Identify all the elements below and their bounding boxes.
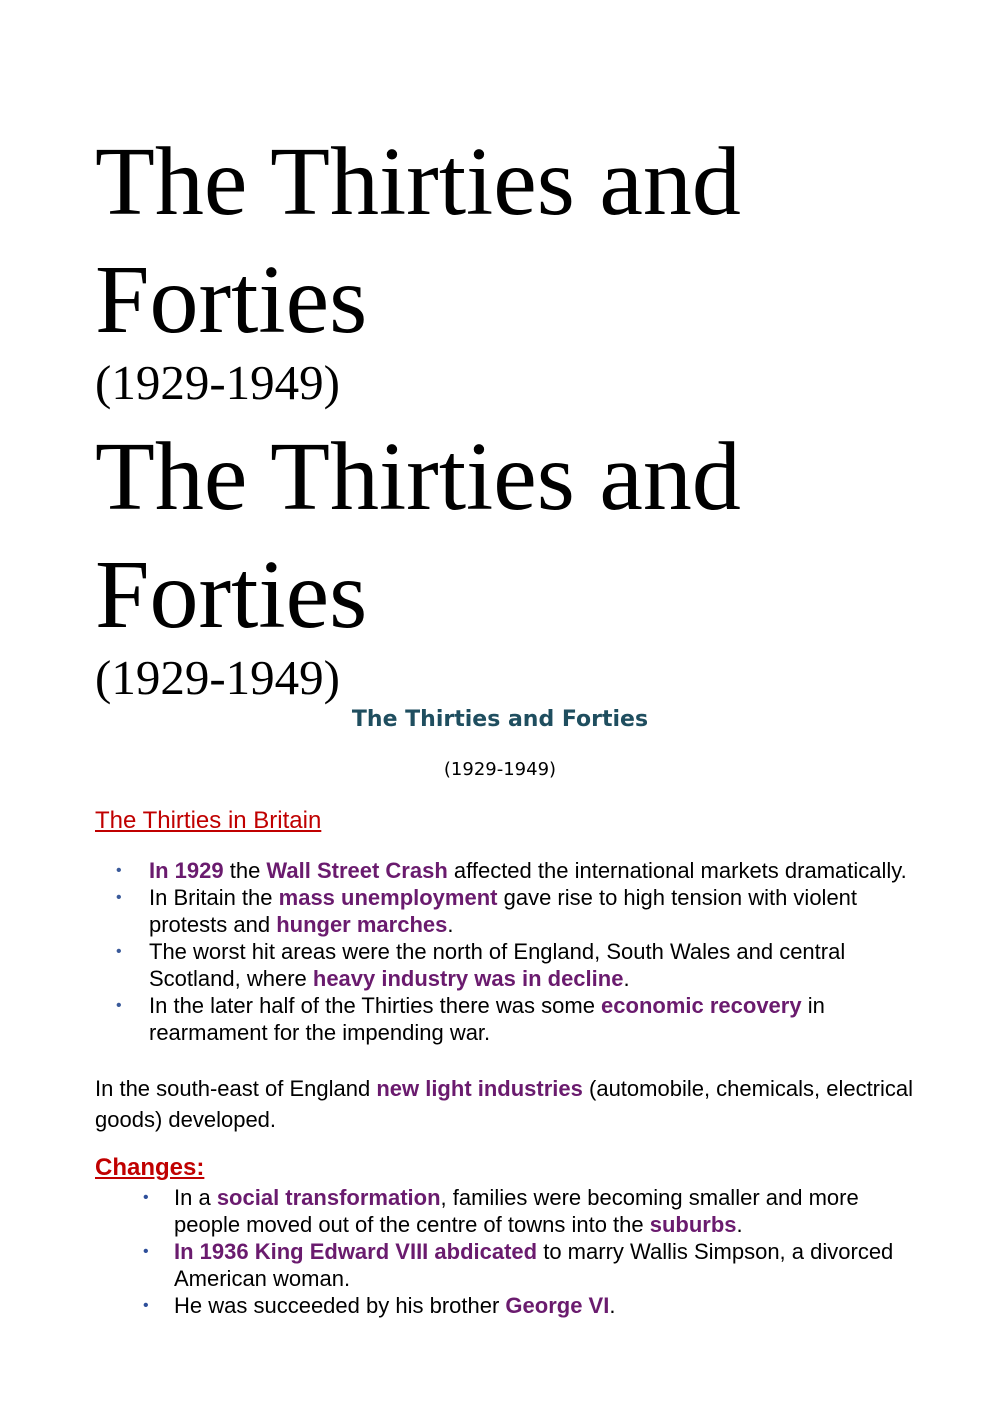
highlight-text: Wall Street Crash <box>266 858 448 883</box>
body-text: , families were becoming smaller and more people moved out of the centre of towns into the <box>174 1185 859 1237</box>
body-text: The worst hit areas were the north of England, South Wales and central Scotland, where <box>149 939 846 991</box>
rich-text <box>174 1239 893 1291</box>
body-text: . <box>736 1212 743 1237</box>
cover-years-1: (1929-1949) <box>95 355 340 410</box>
bullet-icon: • <box>116 997 122 1014</box>
highlight-text: economic recovery <box>601 993 802 1018</box>
highlight-text: George VI <box>505 1293 610 1318</box>
cover-years-2: (1929-1949) <box>95 650 340 705</box>
highlight-text: mass unemployment <box>278 885 498 910</box>
highlight-text: heavy industry was in decline <box>312 966 624 991</box>
list-item <box>143 1184 914 1238</box>
list-item <box>143 1292 914 1319</box>
list-item <box>116 884 919 938</box>
document-years: (1929-1949) <box>443 759 557 780</box>
list-item <box>116 938 919 992</box>
britain-bullet-list <box>116 857 919 1046</box>
section-heading-britain: The Thirties in Britain <box>95 807 322 834</box>
body-text: In a <box>174 1185 217 1210</box>
light-industries-paragraph <box>95 1073 915 1135</box>
body-text: . <box>447 912 454 937</box>
highlight-text: social transformation <box>216 1185 441 1210</box>
body-text: He was succeeded by his brother <box>174 1293 506 1318</box>
rich-text <box>95 1076 913 1132</box>
highlight-text: In 1936 King Edward VIII abdicated <box>174 1239 538 1264</box>
bullet-icon: • <box>116 943 122 960</box>
document-title: The Thirties and Forties <box>351 707 649 732</box>
rich-text <box>149 885 857 937</box>
body-text: (automobile, chemicals, electrical goods) developed. <box>95 1076 914 1132</box>
body-text: In the later half of the Thirties there was some <box>149 993 602 1018</box>
highlight-text: suburbs <box>649 1212 737 1237</box>
body-text: in rearmament for the impending war. <box>149 993 825 1045</box>
rich-text <box>149 858 907 883</box>
body-text: In the south-east of England <box>95 1076 377 1101</box>
body-text: the <box>223 858 267 883</box>
section-heading-changes: Changes: <box>95 1154 205 1181</box>
bullet-icon: • <box>143 1297 149 1314</box>
bullet-icon: • <box>143 1189 149 1206</box>
highlight-text: hunger marches <box>276 912 448 937</box>
bullet-icon: • <box>143 1243 149 1260</box>
rich-text <box>174 1185 859 1237</box>
list-item <box>116 857 919 884</box>
highlight-text: new light industries <box>376 1076 583 1101</box>
list-item <box>116 992 919 1046</box>
body-text: to marry Wallis Simpson, a divorced American woman. <box>174 1239 894 1291</box>
body-text: affected the international markets dramatically. <box>447 858 907 883</box>
highlight-text: In 1929 <box>149 858 224 883</box>
list-item <box>143 1238 914 1292</box>
body-text: gave rise to high tension with violent protests and <box>149 885 858 937</box>
rich-text <box>149 993 825 1045</box>
body-text: In Britain the <box>149 885 279 910</box>
changes-bullet-list <box>143 1184 914 1319</box>
bullet-icon: • <box>116 889 122 906</box>
bullet-icon: • <box>116 862 122 879</box>
rich-text <box>149 939 845 991</box>
body-text: . <box>623 966 630 991</box>
cover-title-1: The Thirties and Forties <box>95 128 741 354</box>
cover-title-2: The Thirties and Forties <box>95 423 741 649</box>
body-text: . <box>609 1293 616 1318</box>
rich-text <box>174 1293 615 1318</box>
